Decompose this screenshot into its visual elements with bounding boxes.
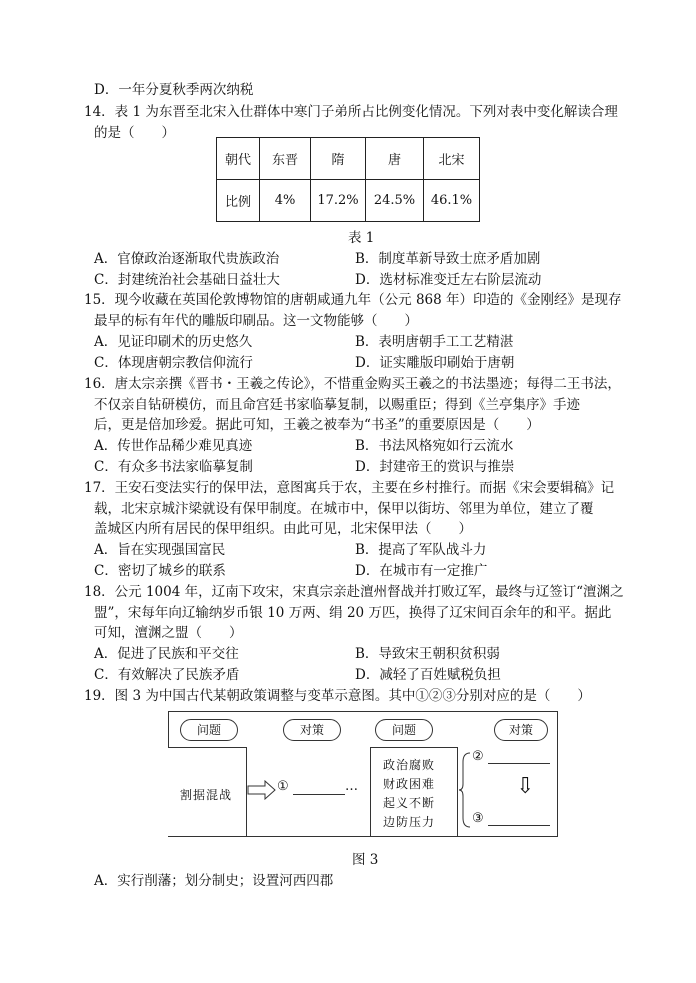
q17-stem-line3: 盖城区内所有居民的保甲组织。由此可见，北宋保甲法（ ） [94,521,472,537]
table-cell: 17.2% [311,180,366,222]
table-caption: 表 1 [348,230,375,246]
q15-stem-line2: 最早的标有年代的雕版印刷品。这一文物能够（ ） [94,313,418,329]
figure-caption: 图 3 [352,852,379,868]
q18-option-a: A．促进了民族和平交往 [94,646,239,662]
q16-stem-line1: 16．唐太宗亲撰《晋书・王羲之传论》，不惜重金购买王羲之的书法墨迹；每得二王书法， [84,376,621,392]
q15-option-c: C．体现唐朝宗教信仰流行 [94,355,253,371]
q16-option-b: B．书法风格宛如行云流水 [355,438,514,454]
left-box-text: 割据混战 [180,788,233,802]
table-row [217,180,480,222]
blank-marker-1: ① [277,779,289,794]
q17-option-b: B．提高了军队战斗力 [355,542,487,558]
q15-option-a: A．见证印刷术的历史悠久 [94,334,253,350]
table-cell: 东晋 [260,138,311,180]
q14-option-a: A．官僚政治逐渐取代贵族政治 [94,251,280,267]
table-header-row [217,138,480,180]
q17-option-d: D．在城市有一定推广 [355,563,488,579]
q15-option-d: D．证实雕版印刷始于唐朝 [355,355,515,371]
q16-stem-line2: 不仅亲自钻研模仿，而且命宫廷书家临摹复制，以赐重臣；得到《兰亭集序》手迹 [94,397,580,413]
pill-solution-2: 对策 [494,719,548,741]
table-cell: 唐 [366,138,424,180]
q16-option-d: D．封建帝王的赏识与推崇 [355,459,515,475]
table-cell: 46.1% [424,180,480,222]
right-arrow-icon [247,780,277,800]
q17-option-a: A．旨在实现强国富民 [94,542,226,558]
q17-stem-line1: 17．王安石变法实行的保甲法，意图寓兵于农，主要在乡村推行。而据《宋会要辑稿》记 [84,480,615,496]
ellipsis: … [345,779,358,794]
q14-option-d: D．选材标准变迁左右阶层流动 [355,272,542,288]
q18-stem-line1: 18．公元 1004 年，辽南下攻宋，宋真宗亲赴澶州督战并打败辽军，最终与辽签订“澶渊之 [84,584,624,600]
q18-stem-line2: 盟”，宋每年向辽输纳岁币银 10 万两、绢 20 万匹，换得了辽宋间百余年的和平。据此 [94,605,612,621]
table-cell: 北宋 [424,138,480,180]
table-cell: 4% [260,180,311,222]
table-cell: 比例 [217,180,260,222]
q19-stem-line1: 19．图 3 为中国古代某朝政策调整与变革示意图。其中①②③分别对应的是（ ） [84,688,591,704]
q16-stem-line3: 后，更是倍加珍爱。据此可知，王羲之被奉为“书圣”的重要原因是（ ） [94,417,540,433]
q18-option-b: B．导致宋王朝积贫积弱 [355,646,500,662]
q16-option-a: A．传世作品稀少难见真迹 [94,438,253,454]
brace-icon [458,752,472,828]
table-cell: 隋 [311,138,366,180]
q17-stem-line2: 载，北宋京城汴梁就设有保甲制度。在城市中，保甲以街坊、邻里为单位，建立了覆 [94,501,594,517]
blank-line-1 [293,794,345,795]
blank-marker-2: ② [472,749,484,764]
q18-option-d: D．减轻了百姓赋税负担 [355,667,501,683]
q17-option-c: C．密切了城乡的联系 [94,563,226,579]
blank-line-3 [488,825,550,826]
q18-option-c: C．有效解决了民族矛盾 [94,667,240,683]
issue-1: 政治腐败 [383,758,436,772]
q19-option-a: A．实行削藩；划分制史；设置河西四郡 [94,873,334,889]
q15-stem-line1: 15．现今收藏在英国伦敦博物馆的唐朝咸通九年（公元 868 年）印造的《金刚经》是现存 [84,292,622,308]
q14-option-b: B．制度革新导致士庶矛盾加剧 [355,251,541,267]
pill-problem-2: 问题 [375,719,433,741]
q16-option-c: C．有众多书法家临摹复制 [94,459,253,475]
q14-option-c: C．封建统治社会基础日益壮大 [94,272,280,288]
pill-solution-1: 对策 [283,719,341,741]
issue-2: 财政困难 [383,777,436,791]
table-1 [216,137,480,222]
blank-line-2 [488,763,550,764]
pill-problem-1: 问题 [180,719,238,741]
q18-stem-line3: 可知，澶渊之盟（ ） [94,625,243,641]
prev-option-d: D．一年分夏秋季两次纳税 [94,82,254,98]
issue-3: 起义不断 [383,796,436,810]
q14-stem-line1: 14．表 1 为东晋至北宋入仕群体中寒门子弟所占比例变化情况。下列对表中变化解读合理 [84,104,618,120]
q15-option-b: B．表明唐朝手工工艺精湛 [355,334,514,350]
q14-stem-line2: 的是（ ） [94,125,175,141]
table-cell: 朝代 [217,138,260,180]
issue-4: 边防压力 [383,815,436,829]
blank-marker-3: ③ [472,811,484,826]
table-cell: 24.5% [366,180,424,222]
down-arrow-icon: ⇩ [516,774,535,799]
